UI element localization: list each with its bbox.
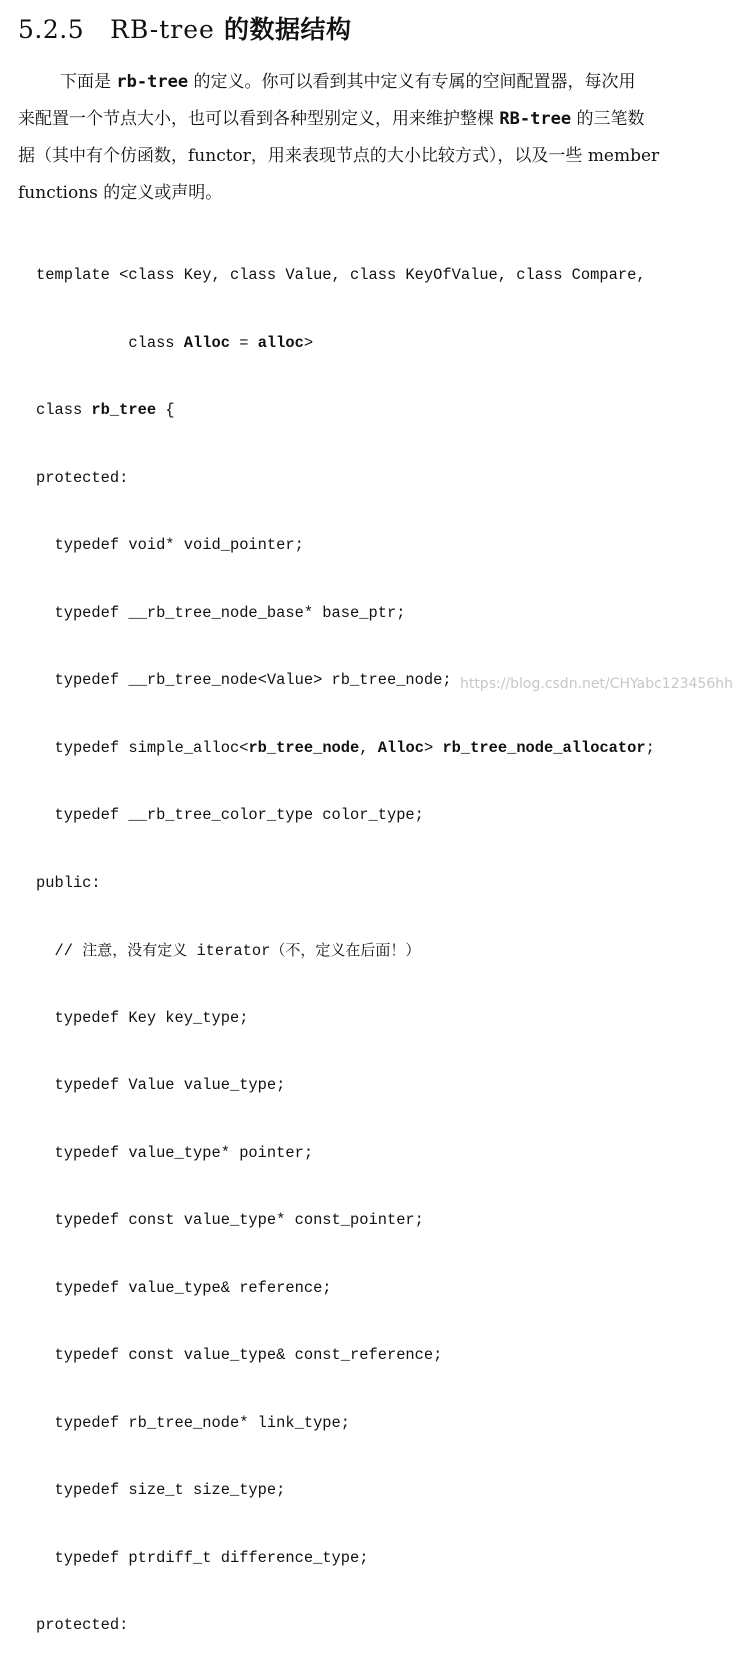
- section-number: 5.2.5: [18, 15, 85, 44]
- code-line-10: public:: [36, 873, 101, 892]
- paragraph-line-3: [18, 138, 718, 175]
- code-run: ,: [359, 738, 378, 757]
- code-line-15: typedef const value_type* const_pointer;: [36, 1211, 424, 1229]
- code-line-18: typedef rb_tree_node* link_type;: [36, 1413, 351, 1432]
- code-line-4: protected:: [36, 468, 129, 487]
- latin-term: functor: [188, 146, 251, 166]
- text-run: 来配置一个节点大小，也可以看到各种型别定义，用来维护整棵: [18, 109, 500, 129]
- latin-term: member: [587, 146, 660, 166]
- code-term: RB-tree: [499, 109, 572, 129]
- code-run: =: [229, 333, 258, 352]
- code-run: iterator: [187, 942, 271, 960]
- code-line-14: typedef value_type* pointer;: [36, 1143, 314, 1162]
- code-run: class: [36, 333, 184, 352]
- code-line-11: [36, 939, 655, 962]
- section-title-rbtree: RB-tree: [110, 15, 215, 44]
- text-run: ，用来表现节点的大小比较方式），以及一些: [250, 146, 588, 166]
- code-line-5: typedef void* void_pointer;: [36, 536, 304, 554]
- code-line-1: template <class Key, class Value, class KeyOfValue, class Compare,: [36, 266, 646, 284]
- text-run: 下面是: [60, 72, 117, 92]
- code-line-21: protected:: [36, 1616, 129, 1634]
- code-line-6: typedef __rb_tree_node_base* base_ptr;: [36, 603, 406, 622]
- paragraph-line-2: [18, 101, 718, 138]
- code-line-13: typedef Value value_type;: [36, 1076, 286, 1094]
- intro-paragraph: [18, 64, 718, 212]
- code-line-16: typedef value_type& reference;: [36, 1278, 332, 1297]
- code-run: //: [36, 942, 83, 960]
- code-run: {: [156, 401, 175, 419]
- code-term: rb-tree: [116, 72, 189, 92]
- code-line-9: typedef __rb_tree_color_type color_type;: [36, 806, 424, 824]
- text-run: 的定义或声明。: [97, 183, 223, 203]
- text-run: 的三笔数: [571, 109, 645, 129]
- code-listing: [36, 219, 655, 1659]
- code-bold: alloc: [257, 333, 304, 352]
- latin-term: functions: [18, 183, 98, 203]
- code-line-19: typedef size_t size_type;: [36, 1481, 286, 1499]
- code-bold: Alloc: [377, 738, 424, 757]
- code-line-2: [36, 332, 655, 355]
- code-bold: Alloc: [183, 333, 230, 352]
- code-bold: rb_tree_node: [248, 738, 360, 757]
- code-run: ;: [645, 738, 655, 757]
- code-bold: rb_tree_node_allocator: [442, 738, 646, 757]
- text-run: 据（其中有个仿函数，: [18, 146, 188, 166]
- paragraph-line-1: [18, 64, 718, 101]
- code-comment-cjk: 注意，没有定义: [82, 941, 188, 959]
- watermark-url: https://blog.csdn.net/CHYabc123456hh: [459, 676, 733, 692]
- paragraph-line-4: [18, 175, 718, 212]
- code-comment-cjk: （不，定义在后面！）: [270, 941, 421, 959]
- code-bold: rb_tree: [91, 401, 157, 419]
- code-line-17: typedef const value_type& const_reference;: [36, 1346, 443, 1364]
- code-line-8: [36, 737, 655, 760]
- code-line-3: [36, 399, 655, 422]
- code-line-20: typedef ptrdiff_t difference_type;: [36, 1548, 369, 1567]
- code-line-7: typedef __rb_tree_node<Value> rb_tree_node;: [36, 671, 452, 689]
- code-run: class: [36, 401, 92, 419]
- code-run: >: [303, 333, 314, 352]
- code-line-12: typedef Key key_type;: [36, 1008, 249, 1027]
- section-title-rest: 的数据结构: [214, 15, 352, 44]
- text-run: 的定义。你可以看到其中定义有专属的空间配置器，每次用: [188, 72, 636, 92]
- code-run: >: [423, 738, 443, 757]
- section-heading: [18, 10, 352, 46]
- code-run: typedef simple_alloc<: [36, 738, 249, 757]
